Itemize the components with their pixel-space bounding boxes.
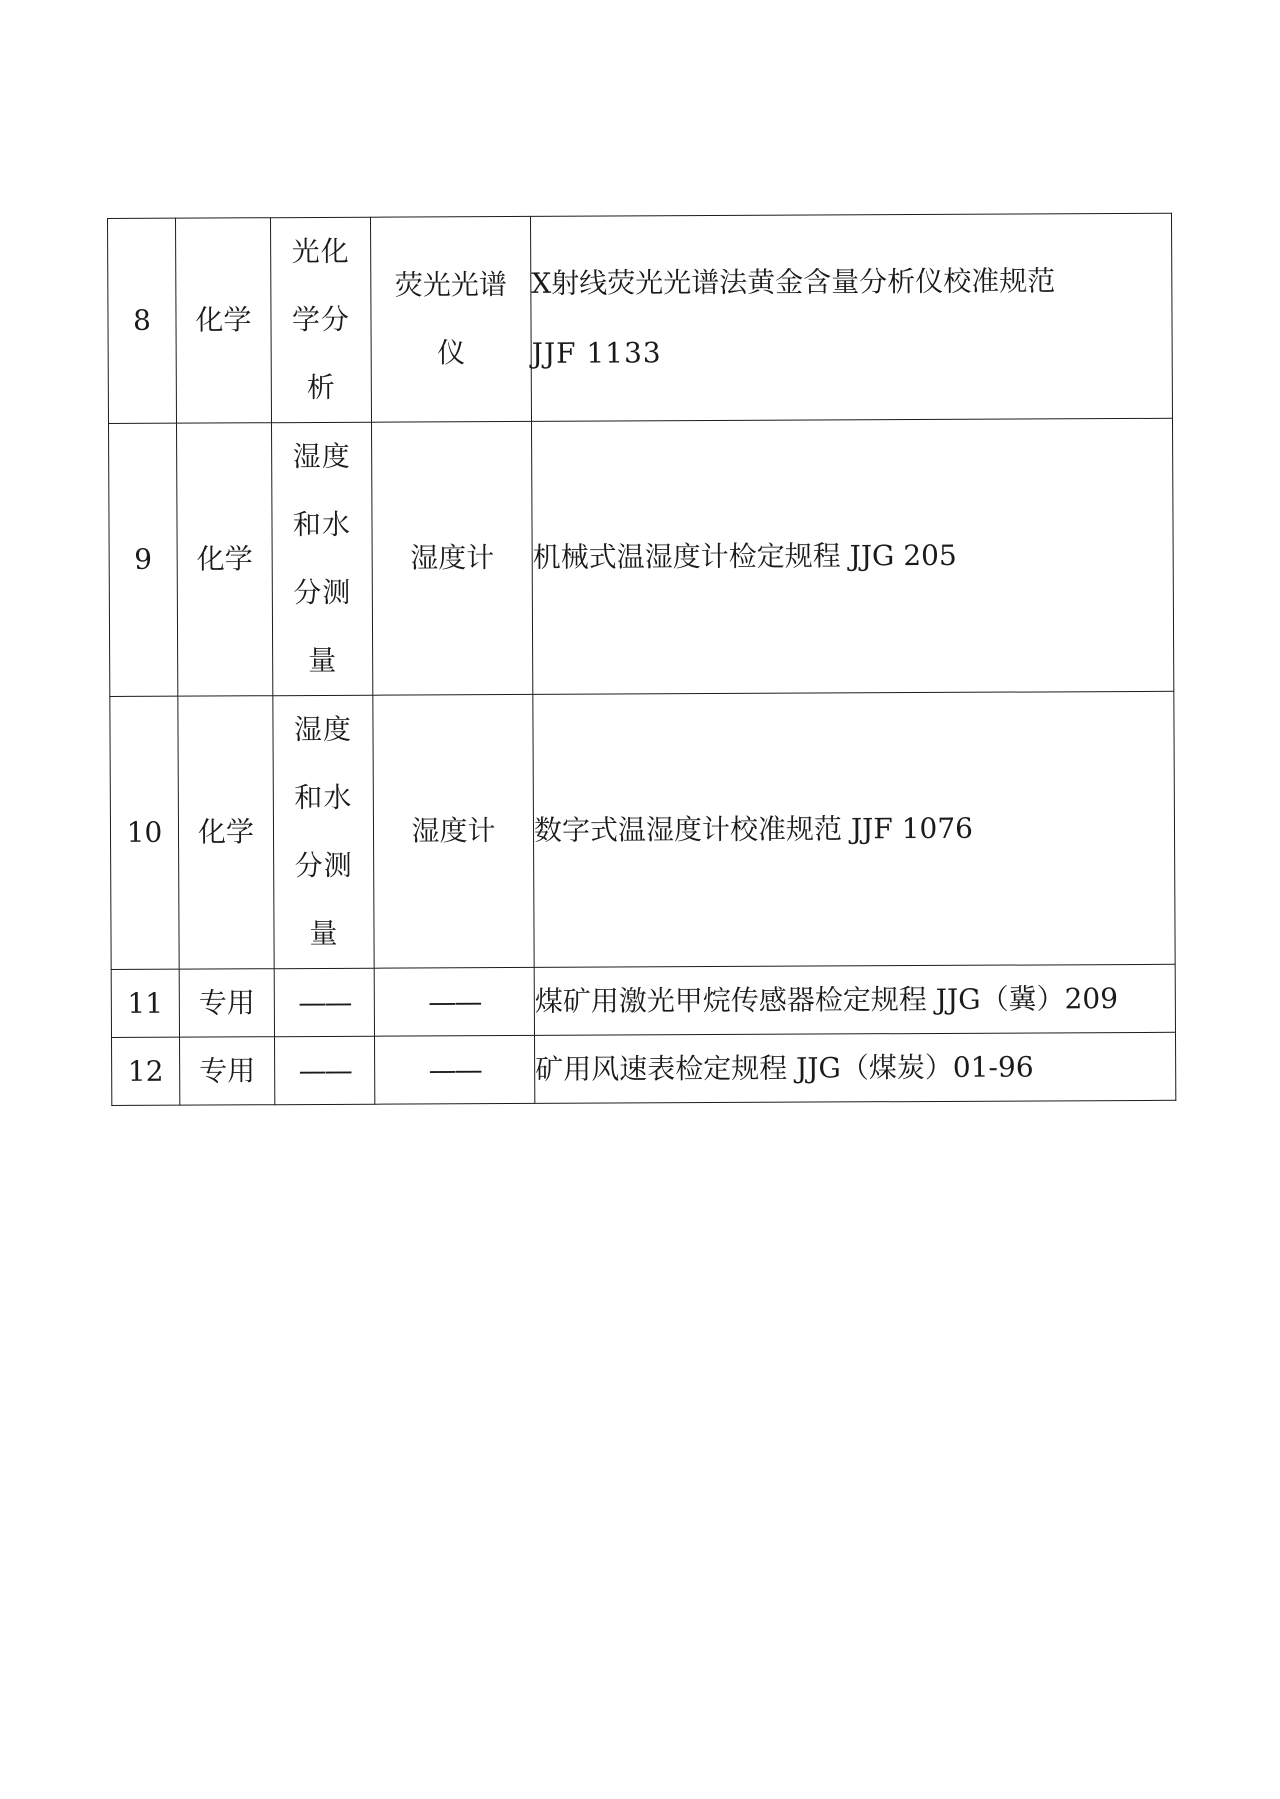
standard-title: X射线荧光光谱法黄金含量分析仪校准规范 [531,264,1056,300]
instrument-cell: —— [375,1035,535,1104]
instrument-cell: 湿度计 [373,694,534,968]
row-number: 9 [109,423,178,696]
row-number: 12 [112,1037,180,1105]
standard-code: JJF 1133 [531,336,662,370]
subfield-cell [272,422,373,695]
table-row [110,691,1175,969]
standard-cell [530,213,1172,421]
row-number: 11 [111,969,179,1037]
category-cell: 专用 [179,969,274,1037]
standards-table [107,213,1176,1106]
subfield-cell: —— [274,968,374,1036]
instrument-text: 荧光光谱仪 [394,268,507,370]
category-cell: 化学 [177,423,273,696]
table-row [112,1032,1176,1105]
subfield-text: 湿度和水分测量 [292,439,352,678]
standard-cell: 煤矿用激光甲烷传感器检定规程 JJG（冀）209 [534,964,1175,1035]
subfield-cell [273,695,374,968]
instrument-cell: 湿度计 [372,421,533,695]
table-row [109,418,1174,696]
subfield-cell [271,217,372,422]
standard-cell: 数字式温湿度计校准规范 JJF 1076 [533,691,1175,967]
category-cell: 专用 [180,1037,275,1105]
table-row [108,213,1173,423]
subfield-cell: —— [275,1036,375,1104]
table-row [111,964,1175,1037]
category-cell: 化学 [176,218,272,423]
standard-cell: 机械式温湿度计检定规程 JJG 205 [531,418,1173,694]
subfield-text: 光化学分析 [291,234,351,405]
instrument-cell [370,216,531,422]
row-number: 10 [110,696,179,969]
subfield-text: 湿度和水分测量 [293,712,353,951]
row-number: 8 [108,218,177,423]
instrument-cell: —— [374,967,534,1036]
standard-cell: 矿用风速表检定规程 JJG（煤炭）01-96 [534,1032,1175,1103]
category-cell: 化学 [178,696,274,969]
